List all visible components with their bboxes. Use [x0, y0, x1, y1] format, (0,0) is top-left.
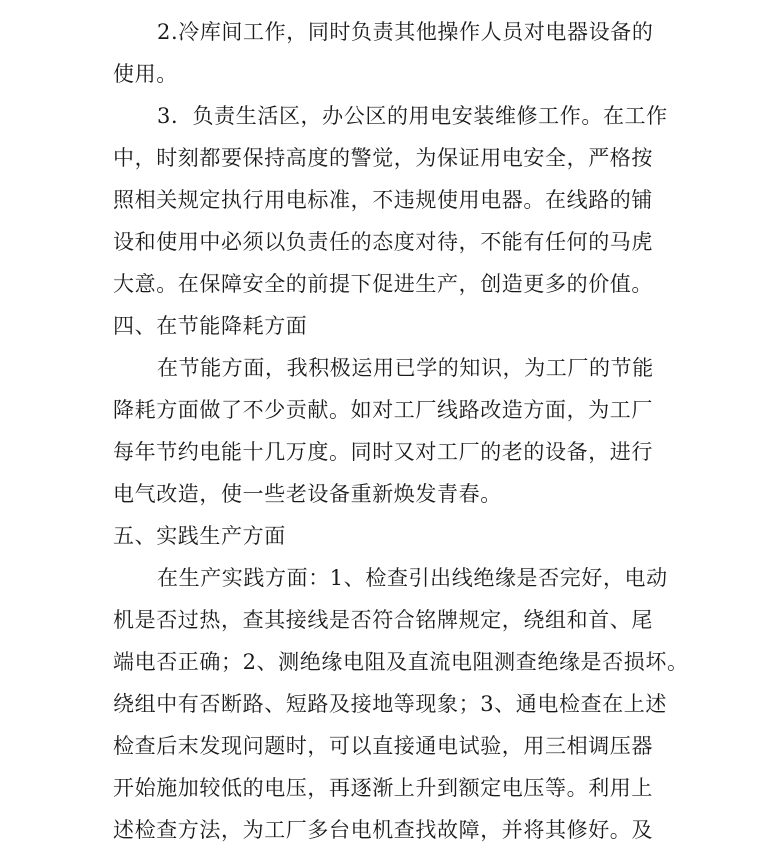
text-line-17: 绕组中有否断路、短路及接地等现象；3、通电检查在上述 [113, 692, 667, 716]
text-line-5: 照相关规定执行用电标准，不违规使用电器。在线路的铺 [113, 188, 653, 212]
text-line-9: 在节能方面，我积极运用已学的知识，为工厂的节能 [157, 356, 654, 380]
text-line-1: 2.冷库间工作，同时负责其他操作人员对电器设备的 [157, 20, 654, 44]
text-line-18: 检查后末发现问题时，可以直接通电试验，用三相调压器 [113, 734, 653, 758]
text-line-19: 开始施加较低的电压，再逐渐上升到额定电压等。利用上 [113, 776, 653, 800]
text-line-16: 端电否正确；2、测绝缘电阻及直流电阻测查绝缘是否损坏。 [113, 650, 689, 674]
text-line-3: 3．负责生活区，办公区的用电安装维修工作。在工作 [157, 104, 668, 128]
text-line-10: 降耗方面做了不少贡献。如对工厂线路改造方面，为工厂 [113, 398, 653, 422]
text-line-2: 使用。 [113, 62, 178, 86]
text-line-4: 中，时刻都要保持高度的警觉，为保证用电安全，严格按 [113, 146, 653, 170]
text-line-12: 电气改造，使一些老设备重新焕发青春。 [113, 482, 502, 506]
section-heading-5: 五、实践生产方面 [113, 524, 286, 548]
text-line-7: 大意。在保障安全的前提下促进生产，创造更多的价值。 [113, 272, 653, 296]
text-line-11: 每年节约电能十几万度。同时又对工厂的老的设备，进行 [113, 440, 653, 464]
section-heading-4: 四、在节能降耗方面 [113, 314, 308, 338]
text-line-15: 机是否过热，查其接线是否符合铭牌规定，绕组和首、尾 [113, 608, 653, 632]
text-line-6: 设和使用中必须以负责任的态度对待，不能有任何的马虎 [113, 230, 653, 254]
text-line-20: 述检查方法，为工厂多台电机查找故障，并将其修好。及 [113, 818, 653, 842]
text-line-14: 在生产实践方面：1、检查引出线绝缘是否完好，电动 [157, 566, 668, 590]
